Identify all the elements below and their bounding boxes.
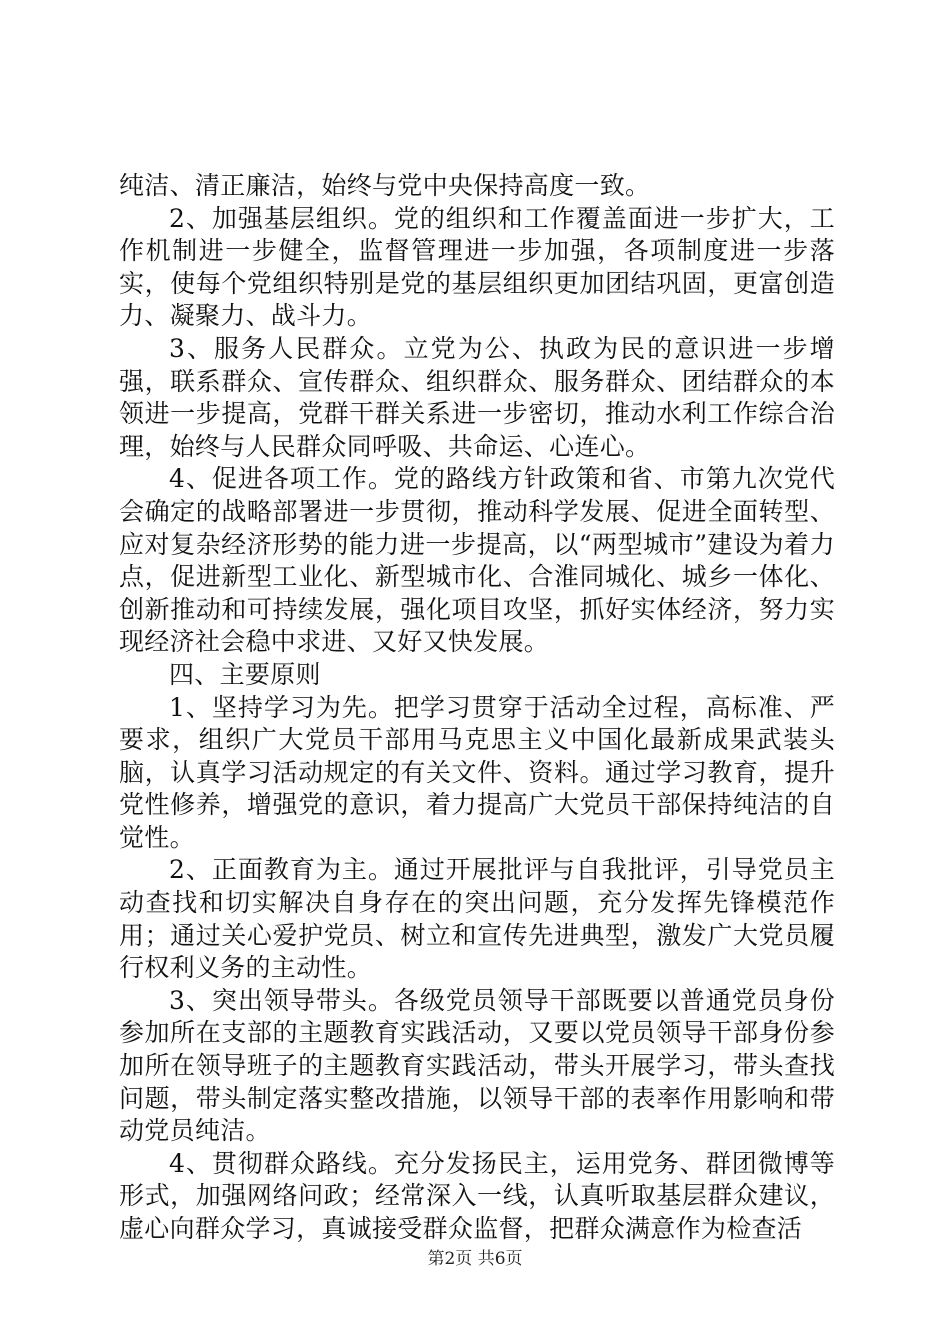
page-footer: 第2页 共6页 [427, 1249, 523, 1269]
section-heading-principles: 四、主要原则 [169, 659, 321, 689]
paragraph-promote-work: 4、促进各项工作。党的路线方针政策和省、市第九次党代会确定的战略部署进一步贯彻，推动科学发展、促进全面转型、应对复杂经济形势的能力进一步提高，以“两型城市”建设为着力点，促进新型工业化、新型城市化、合淮同城化、城乡一体化、创新推动和可持续发展，强化项目攻坚，抓好实体经济，努力实现经济社会稳中求进、又好又快发展。 [119, 464, 835, 657]
paragraph-continuation: 纯洁、清正廉洁，始终与党中央保持高度一致。 [119, 171, 651, 200]
paragraph-learning-first: 1、坚持学习为先。把学习贯穿于活动全过程，高标准、严要求，组织广大党员干部用马克思主义中国化最新成果武装头脑，认真学习活动规定的有关文件、资料。通过学习教育，提升党性修养，增强党的意识，着力提高广大党员干部保持纯洁的自觉性。 [119, 692, 835, 852]
paragraph-strengthen-grassroots: 2、加强基层组织。党的组织和工作覆盖面进一步扩大，工作机制进一步健全，监督管理进一步加强，各项制度进一步落实，使每个党组织特别是党的基层组织更加团结巩固，更富创造力、凝聚力、战斗力。 [119, 203, 835, 331]
document-body [119, 170, 835, 1246]
paragraph-mass-line: 4、贯彻群众路线。充分发扬民主，运用党务、群团微博等形式，加强网络问政；经常深入一线，认真听取基层群众建议，虚心向群众学习，真诚接受群众监督，把群众满意作为检查活 [119, 1148, 835, 1243]
paragraph-serve-people: 3、服务人民群众。立党为公、执政为民的意识进一步增强，联系群众、宣传群众、组织群众、服务群众、团结群众的本领进一步提高，党群干群关系进一步密切，推动水利工作综合治理，始终与人民群众同呼吸、共命运、心连心。 [119, 333, 835, 461]
paragraph-positive-education: 2、正面教育为主。通过开展批评与自我批评，引导党员主动查找和切实解决自身存在的突出问题，充分发挥先锋模范作用；通过关心爱护党员、树立和宣传先进典型，激发广大党员履行权利义务的主动性。 [119, 855, 835, 983]
paragraph-leaders-lead: 3、突出领导带头。各级党员领导干部既要以普通党员身份参加所在支部的主题教育实践活动，又要以党员领导干部身份参加所在领导班子的主题教育实践活动，带头开展学习，带头查找问题，带头制定落实整改措施，以领导干部的表率作用影响和带动党员纯洁。 [119, 985, 835, 1146]
